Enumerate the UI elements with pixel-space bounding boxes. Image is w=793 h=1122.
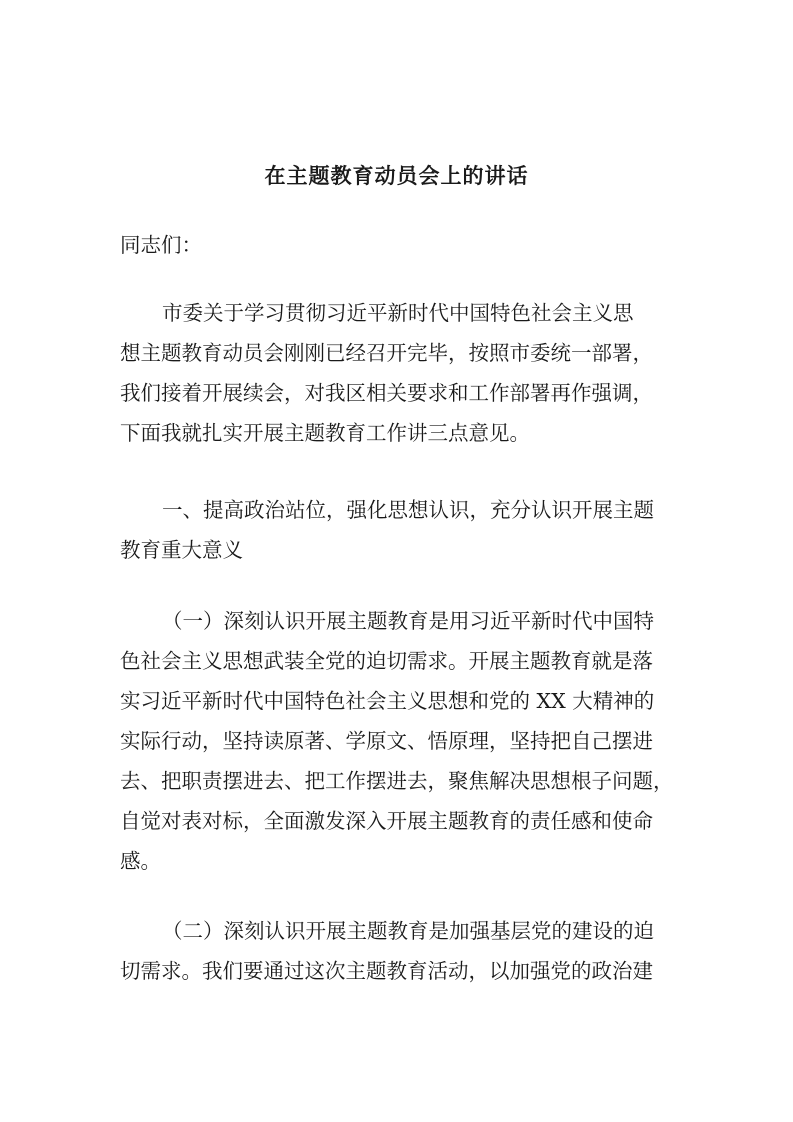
paragraph-line: 市委关于学习贯彻习近平新时代中国特色社会主义思: [162, 301, 634, 325]
paragraph-line: 实习近平新时代中国特色社会主义思想和党的 XX 大精神的: [120, 689, 655, 713]
paragraph-line: 切需求。我们要通过这次主题教育活动，以加强党的政治建: [120, 959, 653, 983]
paragraph-line: 感。: [120, 849, 161, 873]
paragraph-line: 色社会主义思想武装全党的迫切需求。开展主题教育就是落: [120, 649, 653, 673]
paragraph-point-2: [120, 911, 675, 991]
heading-line: 教育重大意义: [120, 538, 243, 562]
paragraph-line: （二）深刻认识开展主题教育是加强基层党的建设的迫: [162, 919, 654, 943]
paragraph-line: 我们接着开展续会，对我区相关要求和工作部署再作强调，: [120, 381, 653, 405]
document-title: 在主题教育动员会上的讲话: [264, 163, 529, 188]
section-heading-1: [120, 490, 675, 570]
paragraph-line: 自觉对表对标，全面激发深入开展主题教育的责任感和使命: [120, 809, 653, 833]
heading-line: 一、提高政治站位，强化思想认识，充分认识开展主题: [162, 498, 654, 522]
paragraph-line: 下面我就扎实开展主题教育工作讲三点意见。: [120, 421, 530, 445]
paragraph-line: 去、把职责摆进去、把工作摆进去，聚焦解决思想根子问题，: [120, 769, 674, 793]
paragraph-line: 实际行动，坚持读原著、学原文、悟原理，坚持把自己摆进: [120, 729, 653, 753]
salutation-text: 同志们：: [120, 233, 202, 257]
paragraph-line: （一）深刻认识开展主题教育是用习近平新时代中国特: [162, 609, 654, 633]
paragraph-point-1: [120, 601, 675, 881]
paragraph-intro: [120, 293, 675, 453]
salutation: [120, 225, 675, 265]
paragraph-line: 想主题教育动员会刚刚已经召开完毕，按照市委统一部署，: [120, 341, 653, 365]
